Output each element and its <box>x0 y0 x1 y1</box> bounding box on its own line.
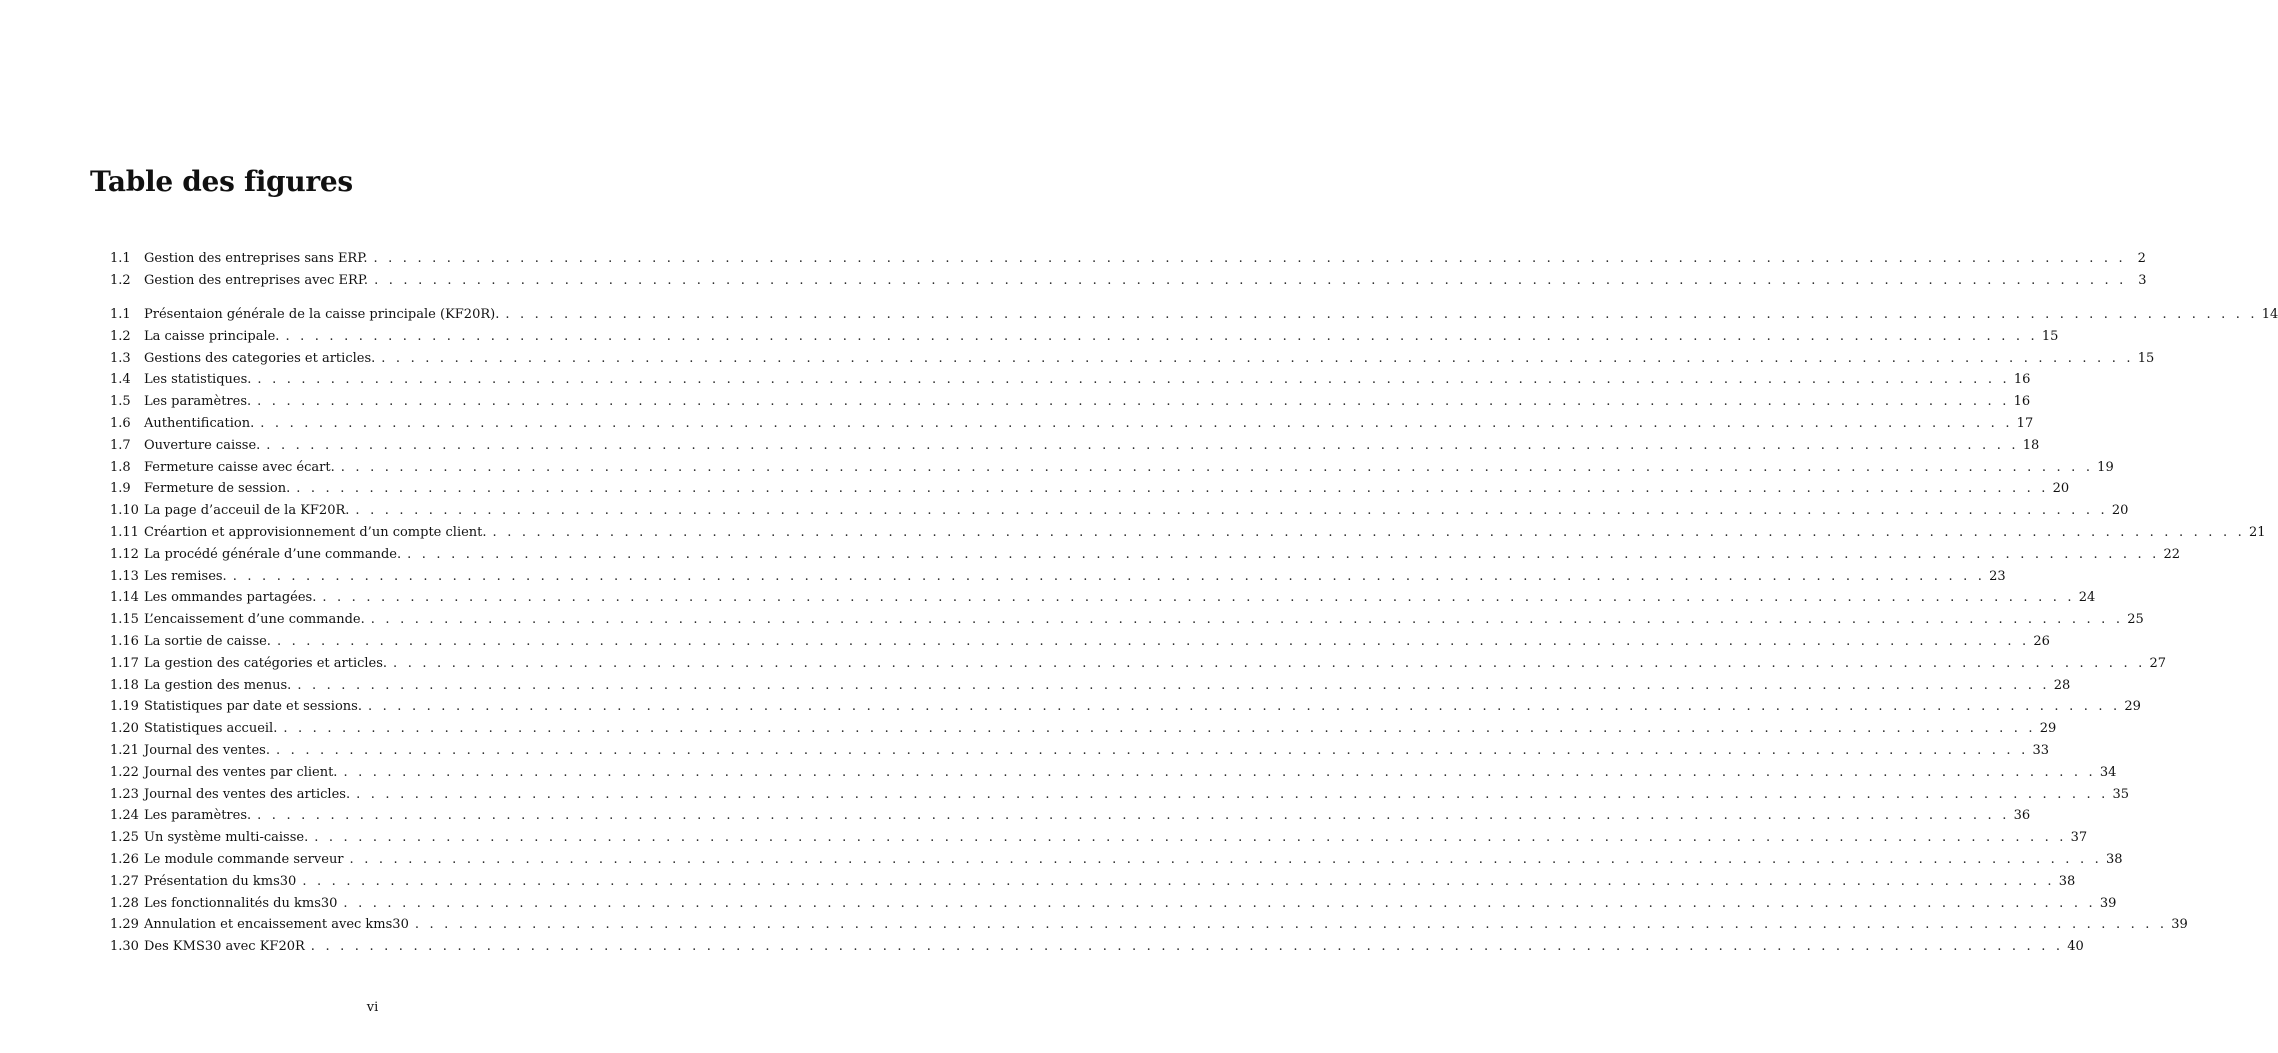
toc-entry-label: Les ommandes partagées. <box>144 590 317 606</box>
toc-entry[interactable] <box>110 696 2141 718</box>
dot-leader: . . . . . . . . . . . . . . . . . . . . . . . . . . . . . . . . . . . . . . . . . . . . . . . . . . . . . . . . . . . . . . . . . . . . . . . . . . . . . . . . . . . . . . . . . . . . . . . . . . . . . . . . . . . . . . . . . . . . . . . . <box>373 251 2126 266</box>
toc-entry-label: Annulation et encaissement avec kms30 <box>144 917 409 933</box>
toc-entry-number: 1.4 <box>110 372 131 388</box>
toc-entry-number: 1.12 <box>110 546 139 562</box>
toc-entry-page: 39 <box>2099 895 2117 911</box>
dot-leader: . . . . . . . . . . . . . . . . . . . . . . . . . . . . . . . . . . . . . . . . . . . . . . . . . . . . . . . . . . . . . . . . . . . . . . . . . . . . . . . . . . . . . . . . . . . . . . . . . . . . . . . . . . . . . . . . . . . . . . . . <box>322 590 2075 606</box>
toc-entry[interactable] <box>110 849 2123 871</box>
toc-entry-number: 1.29 <box>110 917 139 933</box>
toc-entry-label: Fermeture caisse avec écart. <box>144 459 335 475</box>
toc-entry-number: 1.26 <box>110 851 139 867</box>
toc-entry-page: 33 <box>2032 742 2049 758</box>
toc-entry-number: 1.1 <box>110 251 131 266</box>
page-title: Table des figures <box>90 165 353 198</box>
toc-entry-label: Statistiques par date et sessions. <box>144 699 362 715</box>
toc-entry-label: La page d’acceuil de la KF20R. <box>144 503 350 519</box>
toc-group-1 <box>110 248 2147 292</box>
dot-leader: . . . . . . . . . . . . . . . . . . . . . . . . . . . . . . . . . . . . . . . . . . . . . . . . . . . . . . . . . . . . . . . . . . . . . . . . . . . . . . . . . . . . . . . . . . . . . . . . . . . . . . . . . . . . . . . . . . . . . . . . <box>414 917 2168 933</box>
toc-entry-number: 1.18 <box>110 677 139 693</box>
toc-entry-page: 27 <box>2149 655 2167 671</box>
toc-entry-page: 25 <box>2127 612 2144 628</box>
dot-leader: . . . . . . . . . . . . . . . . . . . . . . . . . . . . . . . . . . . . . . . . . . . . . . . . . . . . . . . . . . . . . . . . . . . . . . . . . . . . . . . . . . . . . . . . . . . . . . . . . . . . . . . . . . . . . . . . . . . . . . . . <box>257 394 2010 410</box>
toc-entry-label: Journal des ventes. <box>144 742 270 758</box>
toc-entry-number: 1.2 <box>110 272 131 288</box>
dot-leader: . . . . . . . . . . . . . . . . . . . . . . . . . . . . . . . . . . . . . . . . . . . . . . . . . . . . . . . . . . . . . . . . . . . . . . . . . . . . . . . . . . . . . . . . . . . . . . . . . . . . . . . . . . . . . . . . . . . . . . . . <box>257 372 2010 388</box>
toc-entry-page: 22 <box>2163 546 2181 562</box>
toc-entry-page: 23 <box>1989 568 2006 584</box>
toc-entry-number: 1.16 <box>110 633 139 649</box>
dot-leader: . . . . . . . . . . . . . . . . . . . . . . . . . . . . . . . . . . . . . . . . . . . . . . . . . . . . . . . . . . . . . . . . . . . . . . . . . . . . . . . . . . . . . . . . . . . . . . . . . . . . . . . . . . . . . . . . . . . . . . . . <box>381 350 2134 366</box>
toc-entry-page: 16 <box>2013 372 2031 388</box>
dot-leader: . . . . . . . . . . . . . . . . . . . . . . . . . . . . . . . . . . . . . . . . . . . . . . . . . . . . . . . . . . . . . . . . . . . . . . . . . . . . . . . . . . . . . . . . . . . . . . . . . . . . . . . . . . . . . . . . . . . . . . . . <box>492 524 2245 540</box>
toc-entry[interactable] <box>110 435 2040 457</box>
dot-leader: . . . . . . . . . . . . . . . . . . . . . . . . . . . . . . . . . . . . . . . . . . . . . . . . . . . . . . . . . . . . . . . . . . . . . . . . . . . . . . . . . . . . . . . . . . . . . . . . . . . . . . . . . . . . . . . . . . . . . . . . <box>367 699 2121 715</box>
toc-entry-page: 15 <box>2041 328 2059 344</box>
toc-entry-number: 1.11 <box>110 524 139 540</box>
toc-entry-number: 1.14 <box>110 590 139 606</box>
toc-entry[interactable] <box>110 413 2034 435</box>
toc-entry-page: 24 <box>2078 590 2096 606</box>
toc-entry-page: 38 <box>2058 873 2076 889</box>
toc-entry-number: 1.15 <box>110 612 139 628</box>
dot-leader: . . . . . . . . . . . . . . . . . . . . . . . . . . . . . . . . . . . . . . . . . . . . . . . . . . . . . . . . . . . . . . . . . . . . . . . . . . . . . . . . . . . . . . . . . . . . . . . . . . . . . . . . . . . . . . . . . . . . . . . . <box>296 481 2049 497</box>
toc-entry-page: 16 <box>2013 394 2031 410</box>
toc-entry-page: 14 <box>2261 307 2278 322</box>
toc-entry[interactable] <box>110 827 2088 849</box>
toc-entry-number: 1.19 <box>110 699 139 715</box>
dot-leader: . . . . . . . . . . . . . . . . . . . . . . . . . . . . . . . . . . . . . . . . . . . . . . . . . . . . . . . . . . . . . . . . . . . . . . . . . . . . . . . . . . . . . . . . . . . . . . . . . . . . . . . . . . . . . . . . . . . . . . . . <box>260 415 2013 431</box>
toc-entry-label: Gestion des entreprises sans ERP. <box>144 251 368 266</box>
dot-leader: . . . . . . . . . . . . . . . . . . . . . . . . . . . . . . . . . . . . . . . . . . . . . . . . . . . . . . . . . . . . . . . . . . . . . . . . . . . . . . . . . . . . . . . . . . . . . . . . . . . . . . . . . . . . . . . . . . . . . . . . <box>393 655 2146 671</box>
toc-entry[interactable] <box>110 784 2130 806</box>
toc-entry-number: 1.21 <box>110 742 139 758</box>
toc-entry-label: La caisse principale. <box>144 328 280 344</box>
toc-entry[interactable] <box>110 631 2050 653</box>
toc-entry[interactable] <box>110 914 2188 936</box>
toc-entry-label: Présentation du kms30 <box>144 873 297 889</box>
toc-entry-label: Fermeture de session. <box>144 481 291 497</box>
toc-entry[interactable] <box>110 369 2031 391</box>
toc-group-2 <box>110 304 2278 958</box>
toc-entry-number: 1.22 <box>110 764 139 780</box>
dot-leader: . . . . . . . . . . . . . . . . . . . . . . . . . . . . . . . . . . . . . . . . . . . . . . . . . . . . . . . . . . . . . . . . . . . . . . . . . . . . . . . . . . . . . . . . . . . . . . . . . . . . . . . . . . . . . . . . . . . . . . . . <box>349 851 2102 867</box>
toc-entry-label: Les fonctionnalités du kms30 <box>144 895 338 911</box>
dot-leader: . . . . . . . . . . . . . . . . . . . . . . . . . . . . . . . . . . . . . . . . . . . . . . . . . . . . . . . . . . . . . . . . . . . . . . . . . . . . . . . . . . . . . . . . . . . . . . . . . . . . . . . . . . . . . . . . . . . . . . . . <box>266 437 2019 453</box>
toc-entry[interactable] <box>110 675 2071 697</box>
toc-entry-page: 40 <box>2067 939 2084 955</box>
toc-entry[interactable] <box>110 270 2147 292</box>
toc-entry-label: Authentification. <box>144 415 255 431</box>
toc-entry[interactable] <box>110 522 2266 544</box>
toc-entry-label: Journal des ventes par client. <box>144 764 338 780</box>
dot-leader: . . . . . . . . . . . . . . . . . . . . . . . . . . . . . . . . . . . . . . . . . . . . . . . . . . . . . . . . . . . . . . . . . . . . . . . . . . . . . . . . . . . . . . . . . . . . . . . . . . . . . . . . . . . . . . . . . . . . . . . . <box>232 568 1986 584</box>
toc-entry-number: 1.25 <box>110 830 139 846</box>
dot-leader: . . . . . . . . . . . . . . . . . . . . . . . . . . . . . . . . . . . . . . . . . . . . . . . . . . . . . . . . . . . . . . . . . . . . . . . . . . . . . . . . . . . . . . . . . . . . . . . . . . . . . . . . . . . . . . . . . . . . . . . . <box>355 503 2108 519</box>
toc-entry[interactable] <box>110 478 2070 500</box>
toc-entry-label: Les statistiques. <box>144 372 252 388</box>
toc-entry-number: 1.24 <box>110 808 139 824</box>
toc-entry-page: 17 <box>2016 415 2034 431</box>
dot-leader: . . . . . . . . . . . . . . . . . . . . . . . . . . . . . . . . . . . . . . . . . . . . . . . . . . . . . . . . . . . . . . . . . . . . . . . . . . . . . . . . . . . . . . . . . . . . . . . . . . . . . . . . . . . . . . . . . . . . . . . . <box>283 721 2036 737</box>
toc-entry[interactable] <box>110 805 2031 827</box>
toc-entry-number: 1.2 <box>110 328 131 344</box>
dot-leader: . . . . . . . . . . . . . . . . . . . . . . . . . . . . . . . . . . . . . . . . . . . . . . . . . . . . . . . . . . . . . . . . . . . . . . . . . . . . . . . . . . . . . . . . . . . . . . . . . . . . . . . . . . . . . . . . . . . . . . . . <box>276 742 2029 758</box>
toc-entry[interactable] <box>110 740 2049 762</box>
page-number: vi <box>366 1000 379 1015</box>
dot-leader: . . . . . . . . . . . . . . . . . . . . . . . . . . . . . . . . . . . . . . . . . . . . . . . . . . . . . . . . . . . . . . . . . . . . . . . . . . . . . . . . . . . . . . . . . . . . . . . . . . . . . . . . . . . . . . . . . . . . . . . . <box>370 612 2124 628</box>
toc-entry-page: 20 <box>2052 481 2070 497</box>
dot-leader: . . . . . . . . . . . . . . . . . . . . . . . . . . . . . . . . . . . . . . . . . . . . . . . . . . . . . . . . . . . . . . . . . . . . . . . . . . . . . . . . . . . . . . . . . . . . . . . . . . . . . . . . . . . . . . . . . . . . . . . . <box>285 328 2038 344</box>
dot-leader: . . . . . . . . . . . . . . . . . . . . . . . . . . . . . . . . . . . . . . . . . . . . . . . . . . . . . . . . . . . . . . . . . . . . . . . . . . . . . . . . . . . . . . . . . . . . . . . . . . . . . . . . . . . . . . . . . . . . . . . . <box>343 764 2096 780</box>
toc-entry-page: 28 <box>2053 677 2071 693</box>
toc-entry-number: 1.20 <box>110 721 139 737</box>
toc-entry[interactable] <box>110 609 2144 631</box>
toc-entry-number: 1.13 <box>110 568 139 584</box>
toc-entry[interactable] <box>110 762 2117 784</box>
toc-entry[interactable] <box>110 304 2278 326</box>
toc-entry-number: 1.10 <box>110 503 139 519</box>
dot-leader: . . . . . . . . . . . . . . . . . . . . . . . . . . . . . . . . . . . . . . . . . . . . . . . . . . . . . . . . . . . . . . . . . . . . . . . . . . . . . . . . . . . . . . . . . . . . . . . . . . . . . . . . . . . . . . . . . . . . . . . . <box>297 677 2050 693</box>
dot-leader: . . . . . . . . . . . . . . . . . . . . . . . . . . . . . . . . . . . . . . . . . . . . . . . . . . . . . . . . . . . . . . . . . . . . . . . . . . . . . . . . . . . . . . . . . . . . . . . . . . . . . . . . . . . . . . . . . . . . . . . . <box>356 786 2109 802</box>
toc-entry[interactable] <box>110 936 2084 958</box>
toc-entry[interactable] <box>110 544 2181 566</box>
dot-leader: . . . . . . . . . . . . . . . . . . . . . . . . . . . . . . . . . . . . . . . . . . . . . . . . . . . . . . . . . . . . . . . . . . . . . . . . . . . . . . . . . . . . . . . . . . . . . . . . . . . . . . . . . . . . . . . . . . . . . . . . <box>276 633 2030 649</box>
toc-entry-label: Gestions des categories et articles. <box>144 350 376 366</box>
dot-leader: . . . . . . . . . . . . . . . . . . . . . . . . . . . . . . . . . . . . . . . . . . . . . . . . . . . . . . . . . . . . . . . . . . . . . . . . . . . . . . . . . . . . . . . . . . . . . . . . . . . . . . . . . . . . . . . . . . . . . . . . <box>302 873 2055 889</box>
toc-entry-label: La gestion des menus. <box>144 677 292 693</box>
toc-entry-number: 1.1 <box>110 307 131 322</box>
toc-entry[interactable] <box>110 248 2146 270</box>
toc-entry-page: 15 <box>2137 350 2155 366</box>
toc-entry-label: Les paramètres. <box>144 808 252 824</box>
toc-entry-page: 26 <box>2033 633 2050 649</box>
toc-entry[interactable] <box>110 893 2117 915</box>
toc-entry[interactable] <box>110 500 2129 522</box>
toc-entry-number: 1.28 <box>110 895 139 911</box>
toc-entry-page: 29 <box>2039 721 2057 737</box>
toc-entry-label: La procédé générale d’une commande. <box>144 546 402 562</box>
toc-entry-page: 19 <box>2097 459 2114 475</box>
toc-entry[interactable] <box>110 587 2096 609</box>
toc-entry-label: Un système multi-caisse. <box>144 830 309 846</box>
toc-entry-number: 1.27 <box>110 873 139 889</box>
toc-entry-label: Le module commande serveur <box>144 851 344 867</box>
toc-entry-number: 1.5 <box>110 394 131 410</box>
toc-entry-page: 37 <box>2070 830 2088 846</box>
toc-entry-label: Statistiques accueil. <box>144 721 278 737</box>
toc-entry-number: 1.30 <box>110 939 139 955</box>
toc-entry[interactable] <box>110 718 2057 740</box>
toc-entry-label: La sortie de caisse. <box>144 633 271 649</box>
toc-entry[interactable] <box>110 653 2167 675</box>
dot-leader: . . . . . . . . . . . . . . . . . . . . . . . . . . . . . . . . . . . . . . . . . . . . . . . . . . . . . . . . . . . . . . . . . . . . . . . . . . . . . . . . . . . . . . . . . . . . . . . . . . . . . . . . . . . . . . . . . . . . . . . . <box>374 272 2127 288</box>
toc-entry-page: 36 <box>2013 808 2031 824</box>
toc-entry-label: Les remises. <box>144 568 227 584</box>
toc-entry-page: 34 <box>2099 764 2117 780</box>
toc-entry[interactable] <box>110 457 2114 479</box>
toc-entry-number: 1.7 <box>110 437 131 453</box>
dot-leader: . . . . . . . . . . . . . . . . . . . . . . . . . . . . . . . . . . . . . . . . . . . . . . . . . . . . . . . . . . . . . . . . . . . . . . . . . . . . . . . . . . . . . . . . . . . . . . . . . . . . . . . . . . . . . . . . . . . . . . . . <box>257 808 2010 824</box>
toc-entry-number: 1.17 <box>110 655 139 671</box>
toc-entry-label: La gestion des catégories et articles. <box>144 655 388 671</box>
toc-entry-number: 1.3 <box>110 350 131 366</box>
toc-entry-number: 1.23 <box>110 786 139 802</box>
dot-leader: . . . . . . . . . . . . . . . . . . . . . . . . . . . . . . . . . . . . . . . . . . . . . . . . . . . . . . . . . . . . . . . . . . . . . . . . . . . . . . . . . . . . . . . . . . . . . . . . . . . . . . . . . . . . . . . . . . . . . . . . <box>505 307 2258 322</box>
toc-entry-label: Journal des ventes des articles. <box>144 786 351 802</box>
toc-entry-page: 21 <box>2248 524 2266 540</box>
toc-entry-label: L’encaissement d’une commande. <box>144 612 365 628</box>
toc-entry-page: 39 <box>2171 917 2188 933</box>
toc-entry-label: Présentaion générale de la caisse principale (KF20R). <box>144 307 500 322</box>
toc-entry-page: 35 <box>2112 786 2130 802</box>
dot-leader: . . . . . . . . . . . . . . . . . . . . . . . . . . . . . . . . . . . . . . . . . . . . . . . . . . . . . . . . . . . . . . . . . . . . . . . . . . . . . . . . . . . . . . . . . . . . . . . . . . . . . . . . . . . . . . . . . . . . . . . . <box>343 895 2096 911</box>
toc-entry[interactable] <box>110 391 2031 413</box>
toc-entry-label: Créartion et approvisionnement d’un compte client. <box>144 524 487 540</box>
dot-leader: . . . . . . . . . . . . . . . . . . . . . . . . . . . . . . . . . . . . . . . . . . . . . . . . . . . . . . . . . . . . . . . . . . . . . . . . . . . . . . . . . . . . . . . . . . . . . . . . . . . . . . . . . . . . . . . . . . . . . . . . <box>340 459 2094 475</box>
toc-entry-label: Les paramètres. <box>144 394 252 410</box>
toc-entry-label: Des KMS30 avec KF20R <box>144 939 305 955</box>
toc-entry-number: 1.8 <box>110 459 131 475</box>
toc-entry-number: 1.9 <box>110 481 131 497</box>
dot-leader: . . . . . . . . . . . . . . . . . . . . . . . . . . . . . . . . . . . . . . . . . . . . . . . . . . . . . . . . . . . . . . . . . . . . . . . . . . . . . . . . . . . . . . . . . . . . . . . . . . . . . . . . . . . . . . . . . . . . . . . . <box>407 546 2160 562</box>
toc-entry[interactable] <box>110 348 2155 370</box>
toc-entry-label: Gestion des entreprises avec ERP. <box>144 272 369 288</box>
toc-entry-number: 1.6 <box>110 415 131 431</box>
toc-entry-page: 18 <box>2022 437 2040 453</box>
toc-entry-page: 20 <box>2111 503 2129 519</box>
toc-entry[interactable] <box>110 566 2006 588</box>
dot-leader: . . . . . . . . . . . . . . . . . . . . . . . . . . . . . . . . . . . . . . . . . . . . . . . . . . . . . . . . . . . . . . . . . . . . . . . . . . . . . . . . . . . . . . . . . . . . . . . . . . . . . . . . . . . . . . . . . . . . . . . . <box>310 939 2064 955</box>
toc-entry-page: 2 <box>2137 251 2146 266</box>
toc-entry-page: 29 <box>2124 699 2141 715</box>
dot-leader: . . . . . . . . . . . . . . . . . . . . . . . . . . . . . . . . . . . . . . . . . . . . . . . . . . . . . . . . . . . . . . . . . . . . . . . . . . . . . . . . . . . . . . . . . . . . . . . . . . . . . . . . . . . . . . . . . . . . . . . . <box>314 830 2067 846</box>
toc-entry[interactable] <box>110 326 2059 348</box>
toc-entry-page: 3 <box>2138 272 2147 288</box>
toc-entry-label: Ouverture caisse. <box>144 437 261 453</box>
toc-entry[interactable] <box>110 871 2076 893</box>
toc-entry-page: 38 <box>2105 851 2123 867</box>
